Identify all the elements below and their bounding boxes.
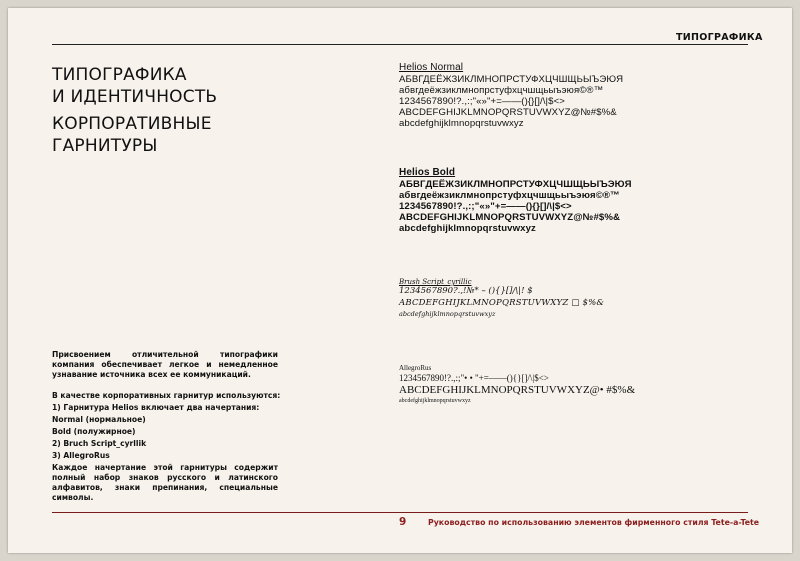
font-specimen-line: АБВГДЕЁЖЗИКЛМНОПРСТУФХЦЧШЩЬЫЪЭЮЯ — [399, 179, 632, 190]
body-text — [52, 350, 281, 503]
font-specimen-line: ABCDEFGHIJKLMNOPQRSTUVWXYZ □ $%& — [399, 298, 605, 308]
font-specimen-line: ABCDEFGHIJKLMNOPQRSTUVWXYZ@• #$%& — [399, 384, 636, 396]
font-specimen-title: AllegroRus — [399, 364, 432, 372]
font-specimen-title: Helios Bold — [399, 167, 456, 178]
font-specimen-line: 1234567890!?.,:;"«»"+=——(){}[]/\|$<> — [399, 96, 565, 107]
list-item: Bold (полужирное) — [52, 427, 136, 436]
font-specimen-line: 1234567890!?.,:;"• • "+=——(){}[]/\|$<> — [399, 373, 549, 383]
font-specimen-helios-bold — [399, 167, 632, 234]
font-specimen-line: abcdefghijklmnopqrstuvwxyz — [399, 310, 496, 318]
footer-caption: Руководство по использованию элементов фирменного стиля Tete-a-Tete — [428, 518, 760, 527]
footer-divider — [52, 512, 748, 513]
font-specimen-allegro — [399, 364, 635, 406]
font-specimen-line: АБВГДЕЁЖЗИКЛМНОПРСТУФХЦЧШЩЬЫЪЭЮЯ — [399, 74, 624, 85]
font-specimen-line: abcdefghijklmnopqrstuvwxyz — [399, 398, 471, 404]
font-specimen-line: abcdefghijklmnopqrstuvwxyz — [399, 223, 536, 234]
font-specimen-line: ABCDEFGHIJKLMNOPQRSTUVWXYZ@№#$%& — [399, 107, 617, 118]
list-item: Normal (нормальное) — [52, 415, 146, 424]
font-specimen-line: абвгдеёжзиклмнопрстуфхцчшщьыъэюя©®™ — [399, 85, 604, 96]
font-specimen-title: Helios Normal — [399, 62, 464, 73]
page-title — [52, 64, 217, 108]
font-specimen-line: 1234567890?.,!№* – (){}[]/\|! $ — [399, 286, 533, 296]
page-title-line: ТИПОГРАФИКА — [52, 65, 187, 85]
list-item: 2) Bruch Script_cyrllik — [52, 439, 147, 448]
list-item: 3) AllegroRus — [52, 451, 110, 460]
font-specimen-line: абвгдеёжзиклмнопрстуфхцчшщьыъэюя©®™ — [399, 190, 620, 201]
font-specimen-line: abcdefghijklmnopqrstuvwxyz — [399, 118, 524, 129]
font-specimen-line: 1234567890!?.,:;"«»"+=——(){}[]/\|$<> — [399, 201, 572, 212]
list-item: 1) Гарнитура Helios включает два начертания: — [52, 403, 260, 412]
page-number: 9 — [399, 516, 407, 528]
font-specimen-title: Brush Script_cyrillic — [399, 278, 472, 286]
font-specimen-helios-normal — [399, 62, 623, 129]
section-subtitle — [52, 113, 212, 157]
section-subtitle-line: ГАРНИТУРЫ — [52, 136, 158, 156]
page-title-line: И ИДЕНТИЧНОСТЬ — [52, 87, 218, 107]
section-subtitle-line: КОРПОРАТИВНЫЕ — [52, 114, 212, 134]
header-divider — [52, 44, 748, 45]
intro-paragraph: Присвоением отличительной типографики компания обеспечивает легкое и немедленное узнавание источника всех ее коммуникаций. — [52, 350, 278, 379]
font-specimen-line: ABCDEFGHIJKLMNOPQRSTUVWXYZ@№#$%& — [399, 212, 621, 223]
section-label: ТИПОГРАФИКА — [676, 32, 763, 43]
closing-paragraph: Каждое начертание этой гарнитуры содержит полный набор знаков русского и латинского алфавитов, знаки препинания, специальные символы. — [52, 463, 278, 502]
font-specimen-brush-script — [399, 278, 604, 319]
list-intro: В качестве корпоративных гарнитур используются: — [52, 391, 281, 400]
